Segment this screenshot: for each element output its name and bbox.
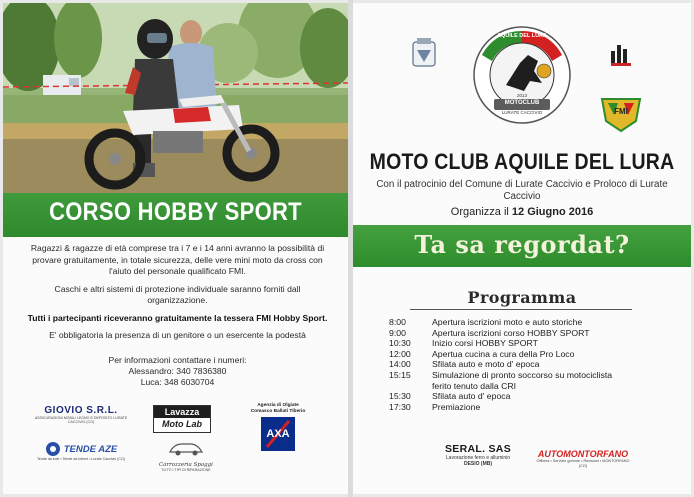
- emblem-year: 2013: [516, 93, 527, 98]
- course-description: [25, 243, 330, 342]
- header-logos: [353, 3, 691, 133]
- axa-logo: [261, 417, 295, 451]
- proloco-logo-icon: [609, 41, 633, 67]
- sponsor-automontorfano: [533, 449, 633, 468]
- seral-name: SERAL. SAS: [444, 443, 511, 455]
- schedule-activity: Apertura iscrizioni corso HOBBY SPORT: [432, 327, 590, 338]
- event-motto: Ta sa regordat?: [414, 230, 630, 259]
- tende-name: TENDE AZE: [63, 443, 118, 455]
- contact-alessandro: Alessandro: 340 7836380: [128, 366, 227, 376]
- emblem-city-text: LURATE CACCIVIO: [501, 110, 543, 115]
- contacts-title: Per informazioni contattare i numeri:: [108, 355, 247, 365]
- contact-luca: Luca: 348 6030704: [140, 377, 215, 387]
- carrozzeria-subtext: TUTTI I TIPI DI RIPARAZIONE: [161, 468, 211, 472]
- program-underline: [410, 309, 632, 310]
- axa-text: AXA: [266, 428, 290, 441]
- schedule-row: [389, 370, 679, 391]
- club-title: MOTO CLUB AQUILE DEL LURA: [369, 149, 675, 175]
- schedule-time: 17:30: [389, 401, 411, 412]
- car-icon: [166, 439, 206, 457]
- program-title: Programma: [467, 288, 577, 307]
- schedule-activity: Sfilata auto e moto d' epoca: [432, 359, 540, 370]
- emblem-bottom-text: MOTOCLUB: [504, 100, 540, 106]
- event-date: 12 Giugno 2016: [511, 206, 594, 218]
- sponsor-tende: [35, 441, 127, 461]
- seral-city: DESIO (MB): [463, 461, 493, 467]
- tende-subtext: Tende da sole • Tende da interni • Lurate Caccivio (CO): [37, 457, 125, 461]
- sponsor-giovio: [31, 405, 131, 425]
- carrozzeria-name: Carrozzeria Spaggi: [159, 462, 213, 468]
- organizer-prefix: Organizza il: [450, 206, 509, 218]
- program-schedule: [389, 317, 679, 412]
- tende-icon: [45, 441, 61, 457]
- schedule-time: 9:00: [389, 327, 406, 338]
- giovio-name: GIOVIO S.R.L.: [44, 405, 118, 416]
- schedule-activity: Premiazione: [432, 401, 481, 412]
- giovio-subtext: ASSICURAZIONI MOBILI LEGNO E DEPOSITO LURATE CACCIVIO (CO): [34, 416, 128, 425]
- schedule-time: 10:30: [389, 338, 411, 349]
- comune-crest-icon: [411, 38, 437, 70]
- schedule-time: 15:30: [389, 391, 411, 402]
- equipment-paragraph: Caschi e altri sistemi di protezione individuale saranno forniti dall organizzazione.: [54, 283, 301, 305]
- right-page: [353, 3, 691, 494]
- sponsor-lavazza-motolab: [153, 405, 211, 433]
- schedule-row: [389, 402, 679, 413]
- schedule-row: [389, 328, 679, 339]
- membership-highlight: Tutti i partecipanti riceveranno gratuitamente la tessera FMI Hobby Sport.: [27, 312, 328, 323]
- schedule-activity: Sfilata auto d' epoca: [432, 391, 511, 402]
- sponsor-axa: [247, 403, 309, 451]
- schedule-time: 12:00: [389, 348, 411, 359]
- schedule-time: 8:00: [389, 317, 406, 327]
- parent-note: E' obbligatoria la presenza di un genitore o un esercente la podestà: [49, 330, 306, 340]
- left-page: [3, 3, 348, 494]
- schedule-row: [389, 338, 679, 349]
- lavazza-label: Lavazza: [154, 406, 210, 418]
- schedule-row: [389, 317, 679, 328]
- sponsor-carrozzeria: [153, 439, 219, 472]
- fmi-text: FMI: [614, 107, 628, 116]
- patronage-text: Con il patrocinio del Comune di Lurate Caccivio e Proloco di Lurate Caccivio: [376, 179, 668, 202]
- automontorfano-subtext: Officina • Servizio gomme • Revisioni • MONTORFANO (CO): [536, 459, 630, 468]
- seral-subtext: Lavorazione ferro e alluminio: [445, 455, 511, 461]
- schedule-time: 14:00: [389, 359, 411, 370]
- schedule-row: [389, 359, 679, 370]
- schedule-row: [389, 349, 679, 360]
- schedule-activity: Apertua cucina a cura della Pro Loco: [432, 348, 575, 359]
- automontorfano-name: AUTOMONTORFANO: [537, 449, 629, 459]
- motolab-label: Moto Lab: [162, 419, 202, 429]
- event-date-line: [353, 206, 691, 218]
- photo-illustration: [3, 3, 348, 193]
- schedule-time: 15:15: [389, 369, 411, 380]
- schedule-activity: Apertura iscrizioni moto e auto storiche: [432, 317, 583, 327]
- agency-text: Agenzia di Olgiate Comasco Ballati Tiberio: [250, 403, 306, 414]
- schedule-activity: Inizio corsi HOBBY SPORT: [432, 338, 538, 349]
- schedule-row: [389, 391, 679, 402]
- sponsor-seral: [437, 443, 519, 467]
- contact-info: [25, 355, 330, 388]
- description-paragraph: Ragazzi & ragazze di età comprese tra i 7 e i 14 anni avranno la possibilità di provare gratuitamente, in totale sicurezza, delle vere mini moto da cross con l'aiuto del personale qualificato FMI.: [30, 243, 325, 276]
- schedule-activity: Simulazione di pronto soccorso su motociclista ferito tenuto dalla CRI: [432, 369, 613, 391]
- emblem-top-text: AQUILE DEL LURA: [496, 33, 547, 39]
- kid-motocross-photo: [3, 3, 348, 193]
- course-title: CORSO HOBBY SPORT: [49, 197, 302, 226]
